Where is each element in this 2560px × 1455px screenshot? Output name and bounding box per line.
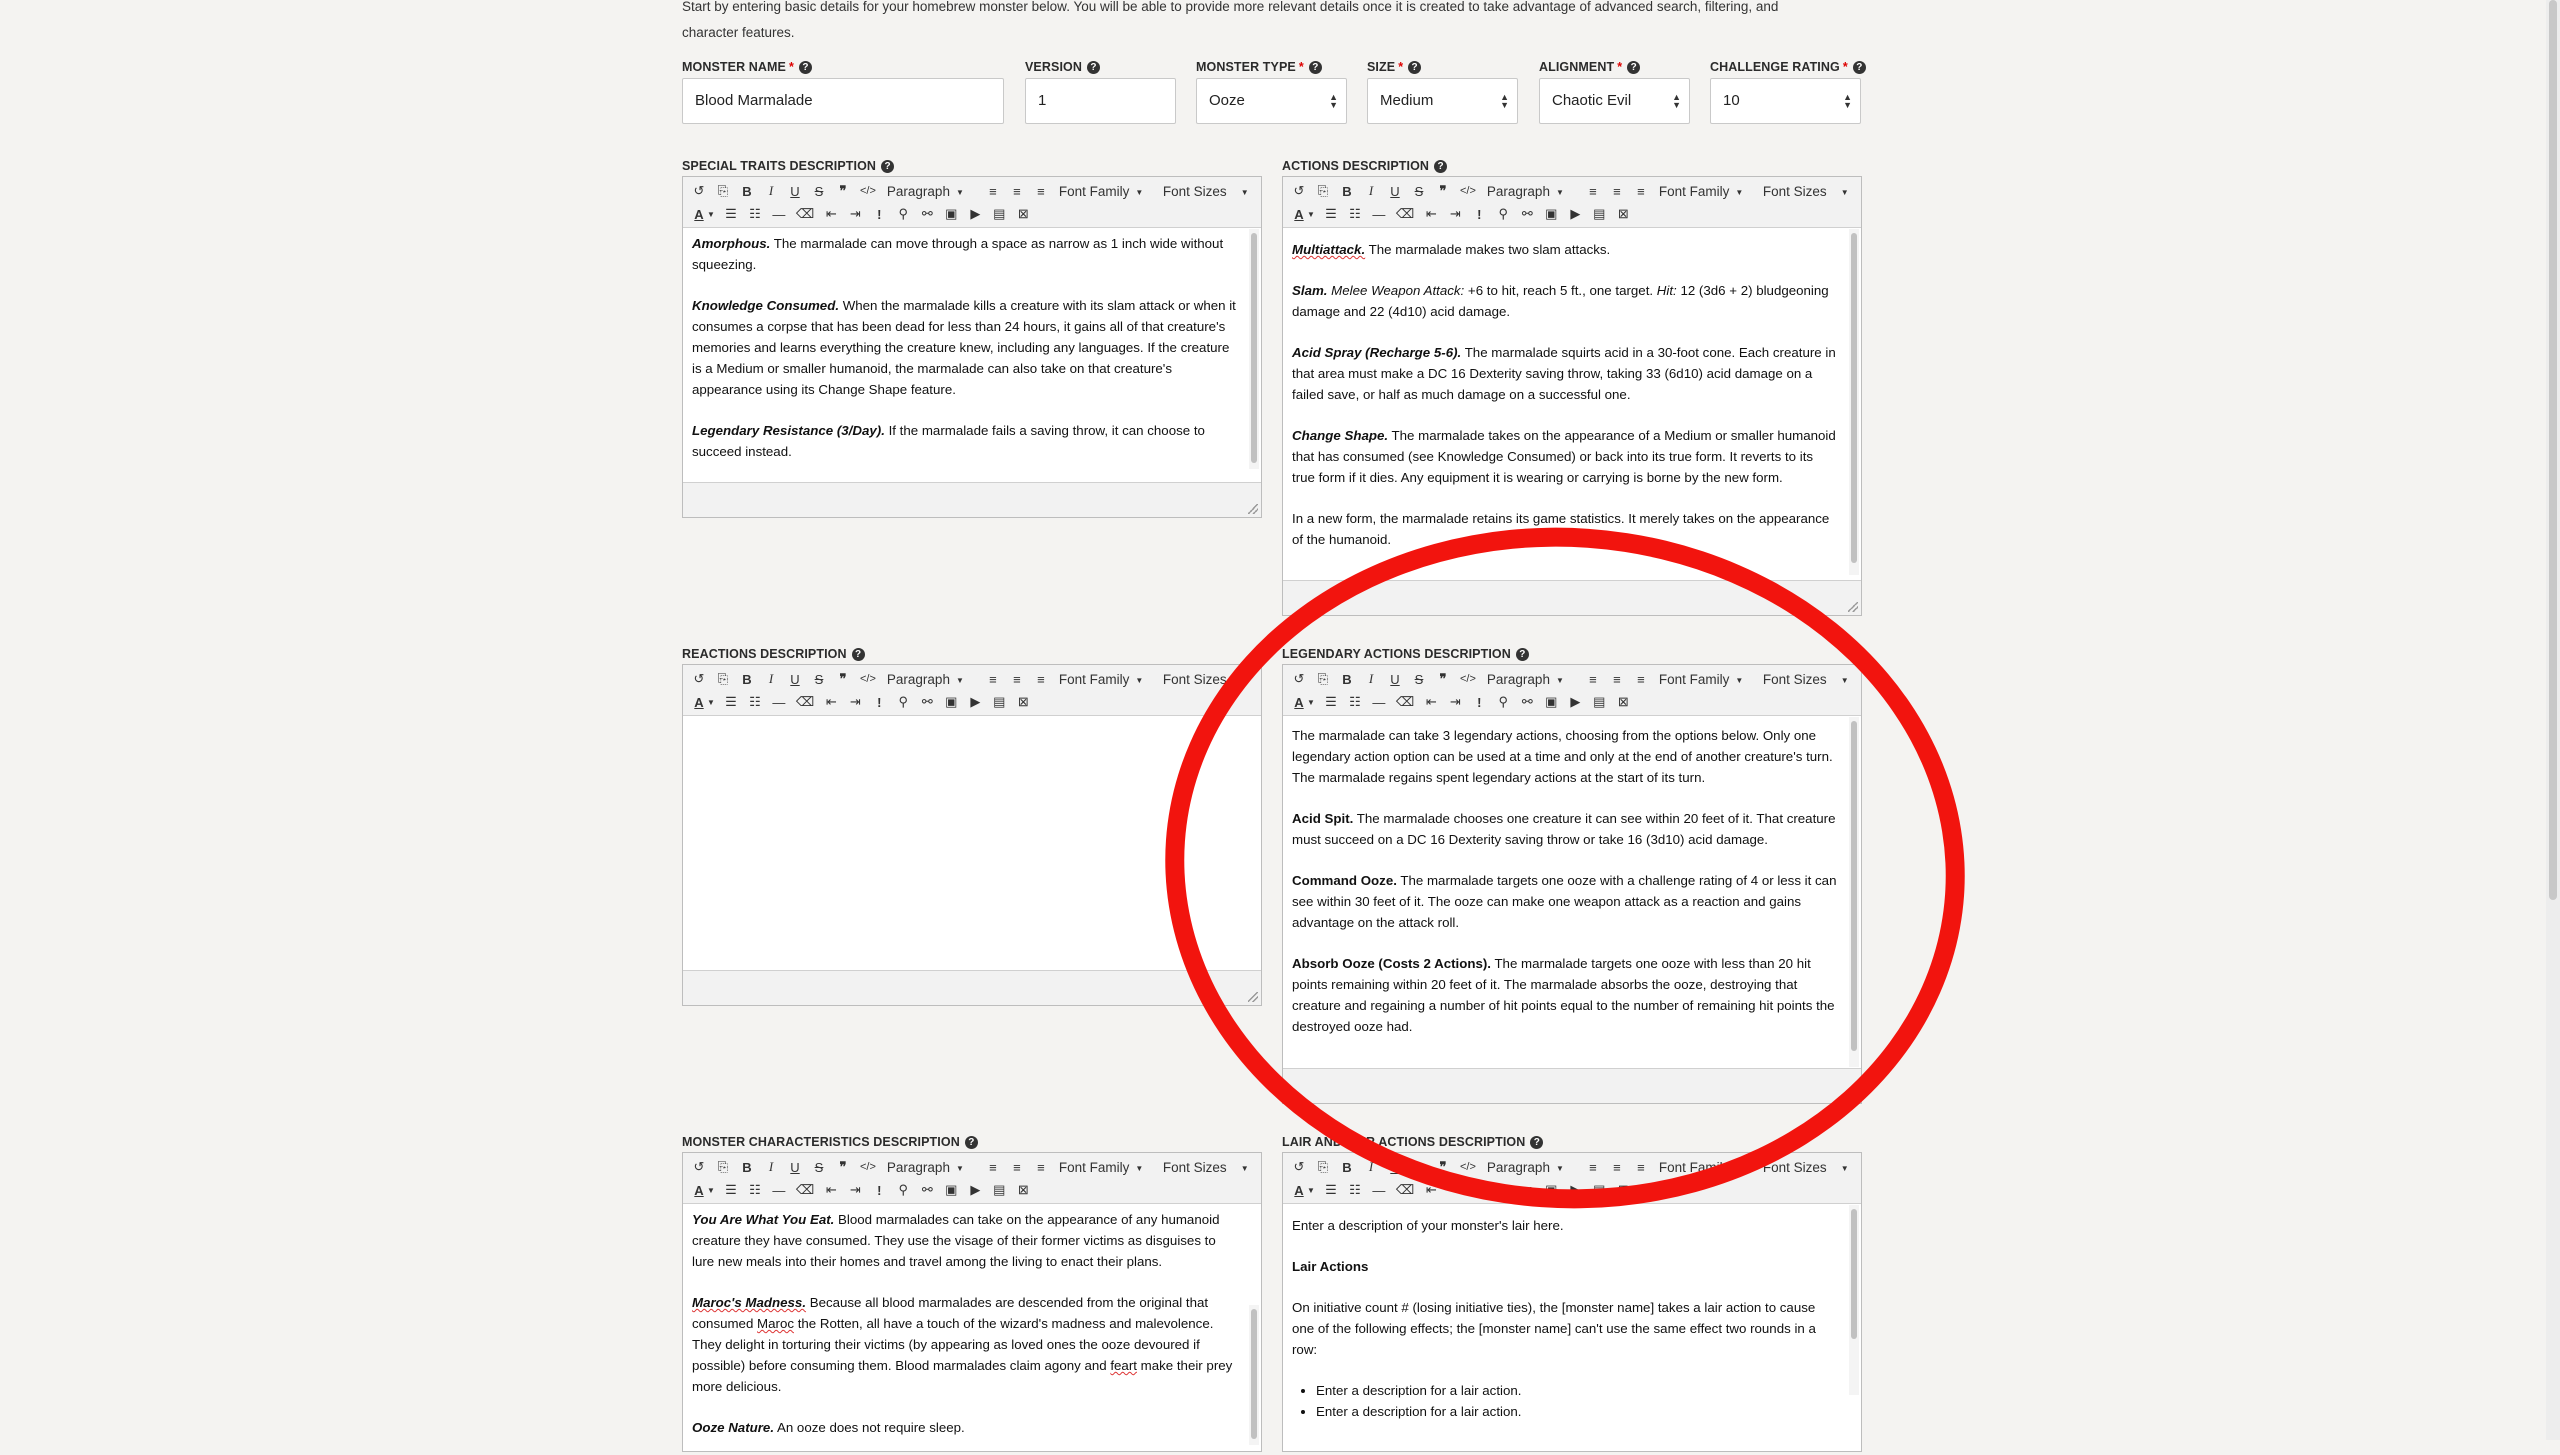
list-item: • Enter a description for a lair action. [1316,1401,1839,1422]
size-label: SIZE * ? [1367,60,1421,74]
align-center-icon[interactable]: ≡ [1013,671,1021,687]
font-sizes-dropdown[interactable]: Font Sizes ▼ [1162,671,1249,687]
bold-button[interactable]: B [742,183,752,199]
editor-toolbar [1283,665,1861,716]
underline-button[interactable]: U [790,671,800,687]
link-icon[interactable]: ⚲ [1498,206,1509,221]
link-icon[interactable]: ⚲ [898,1182,909,1197]
align-center-icon[interactable]: ≡ [1613,1159,1621,1175]
font-family-dropdown[interactable]: Font Family ▼ [1058,671,1144,687]
align-center-icon[interactable]: ≡ [1013,183,1021,199]
chevron-down-icon: ▼ [1307,209,1315,219]
text-color-icon[interactable]: A [1294,206,1304,222]
link-icon[interactable]: ⚲ [898,206,909,221]
editor-statusbar [1283,1068,1861,1103]
numbered-list-icon[interactable]: ☷ [1349,206,1361,221]
strikethrough-button[interactable]: S [814,671,824,687]
horizontal-rule-icon[interactable]: — [772,206,786,222]
bullet-list-icon[interactable]: ☰ [725,694,737,709]
align-left-icon[interactable]: ≡ [1589,671,1597,687]
special-char-icon[interactable]: ! [1477,206,1482,222]
chevron-down-icon: ▼ [1135,1163,1144,1173]
special-traits-editor [682,176,1262,518]
page-scrollbar[interactable] [2546,0,2560,1440]
quote-icon[interactable]: ❞ [839,671,847,686]
outdent-icon[interactable]: ⇤ [825,1182,837,1197]
strikethrough-button[interactable]: S [1414,671,1424,687]
copy-icon[interactable]: ⎘ [1317,671,1329,686]
italic-button[interactable]: I [768,671,774,686]
font-family-dropdown[interactable]: Font Family ▼ [1058,1159,1144,1175]
bullet-list-icon[interactable]: ☰ [725,206,737,221]
select-caret-icon: ▲ ▼ [1843,92,1852,110]
underline-button[interactable]: U [1390,183,1400,199]
align-right-icon[interactable]: ≡ [1037,183,1045,199]
help-icon[interactable]: ? [1516,648,1529,661]
paragraph-dropdown[interactable]: Paragraph ▼ [886,183,964,199]
eraser-icon[interactable]: ⌫ [1395,694,1415,709]
actions-editor [1282,176,1862,616]
undo-icon[interactable]: ↺ [1293,183,1305,198]
video-icon[interactable]: ▶ [970,206,981,221]
bold-button[interactable]: B [1342,671,1352,687]
font-sizes-dropdown[interactable]: Font Sizes ▼ [1762,1159,1849,1175]
copy-icon[interactable]: ⎘ [717,1159,729,1174]
editor-scrollbar[interactable] [1249,1305,1259,1445]
lair-editor [1282,1152,1862,1452]
eraser-icon[interactable]: ⌫ [795,694,815,709]
monster-name-input[interactable]: Blood Marmalade [682,78,1004,124]
indent-icon[interactable]: ⇥ [849,1182,861,1197]
intro-line-1: Start by entering basic details for your homebrew monster below. You will be able to provide more relevant details once it is created to take advantage of advanced search, filtering, and [682,0,1779,14]
bold-button[interactable]: B [742,671,752,687]
chevron-down-icon: ▼ [1840,187,1849,197]
special-traits-content[interactable]: Amorphous. The marmalade can move through a space as narrow as 1 inch wide without squeezing. Knowledge Consumed. When the marmalade kills a creature with its slam attack or when it consumes a corpse that has been dead for less than 24 hours, it gains all of that creature's memories and learns everything the creature knew, including any languages. If the creature is a Medium or smaller humanoid, the marmalade can also take on that creature's appearance using its Change Shape feature. Legendary Resistance (3/Day). If the marmalade fails a saving throw, it can choose to succeed instead. [692,236,1236,459]
font-family-dropdown[interactable]: Font Family ▼ [1058,183,1144,199]
document-icon[interactable]: ▤ [1593,1182,1606,1197]
undo-icon[interactable]: ↺ [1293,671,1305,686]
align-right-icon[interactable]: ≡ [1637,1159,1645,1175]
outdent-icon[interactable]: ⇤ [825,694,837,709]
bold-button[interactable]: B [1342,183,1352,199]
table-icon[interactable]: ⊠ [1617,694,1629,709]
quote-icon[interactable]: ❞ [1439,671,1447,686]
bullet-list-icon[interactable]: ☰ [1325,694,1337,709]
text-color-icon[interactable]: A [694,1182,704,1198]
editor-toolbar [683,1153,1261,1204]
actions-content[interactable]: Multiattack. The marmalade makes two slam attacks. Slam. Melee Weapon Attack: +6 to hit, reach 5 ft., one target. Hit: 12 (3d6 + 2) bludgeoning damage and 22 (4d10) acid damage. Acid Spray (Recharge 5-6). The marmalade squirts acid in a 30-foot cone. Each creature in that area must make a DC 16 Dexterity saving throw, taking 33 (6d10) acid damage on a failed save, or half as much damage on a successful one. Change Shape. The marmalade takes on the appearance of a Medium or smaller humanoid that has consumed (see Knowledge Consumed) or back into its true form. It reverts to its true form if it dies. Any equipment it is wearing or carrying is borne by the new form. In a new form, the marmalade retains its game statistics. It merely takes on the appearance of the humanoid. [1292,242,1836,547]
text-color-icon[interactable]: A [694,206,704,222]
indent-icon[interactable]: ⇥ [1449,694,1461,709]
align-right-icon[interactable]: ≡ [1037,671,1045,687]
image-icon[interactable]: ▣ [1545,206,1558,221]
align-center-icon[interactable]: ≡ [1613,183,1621,199]
select-caret-icon: ▲ ▼ [1672,92,1681,110]
special-char-icon[interactable]: ! [1477,1182,1482,1198]
numbered-list-icon[interactable]: ☷ [1349,1182,1361,1197]
underline-button[interactable]: U [790,183,800,199]
align-right-icon[interactable]: ≡ [1637,671,1645,687]
undo-icon[interactable]: ↺ [693,671,705,686]
lair-content[interactable]: Enter a description of your monster's lair here. Lair Actions On initiative count # (losing initiative ties), the [monster name] takes a lair action to cause one of the following effects; the [monster name] can't use the same effect two rounds in a row: • Enter a description for a lair action. • Enter a description for a lair action. [1283,1209,1861,1455]
underline-button[interactable]: U [1390,671,1400,687]
paragraph-dropdown[interactable]: Paragraph ▼ [886,1159,964,1175]
copy-icon[interactable]: ⎘ [1317,183,1329,198]
help-icon[interactable]: ? [1087,61,1100,74]
special-char-icon[interactable]: ! [1477,694,1482,710]
help-icon[interactable]: ? [1309,61,1322,74]
help-icon[interactable]: ? [881,160,894,173]
characteristics-content[interactable]: You Are What You Eat. Blood marmalades can take on the appearance of any humanoid creature they have consumed. They use the visage of their former victims as disguises to lure new meals into their homes and travel among the living to enact their plans. Maroc's Madness. Because all blood marmalades are descended from the original that consumed Maroc the Rotten, all have a touch of the wizard's madness and malevolence. They delight in torturing their victims (by appearing as loved ones the ooze devoured if possible) before consuming them. Blood marmalades claim agony and feart make their prey more delicious. Ooze Nature. An ooze does not require sleep. [692,1212,1233,1435]
table-icon[interactable]: ⊠ [1617,1182,1629,1197]
editor-toolbar [683,665,1261,716]
editor-toolbar [683,177,1261,228]
video-icon[interactable]: ▶ [970,694,981,709]
italic-button[interactable]: I [1368,671,1374,686]
font-sizes-dropdown[interactable]: Font Sizes ▼ [1162,183,1249,199]
indent-icon[interactable]: ⇥ [849,694,861,709]
undo-icon[interactable]: ↺ [1293,1159,1305,1174]
help-icon[interactable]: ? [1408,61,1421,74]
table-icon[interactable]: ⊠ [1017,1182,1029,1197]
bullet-list-icon[interactable]: ☰ [1325,206,1337,221]
characteristics-editor [682,1152,1262,1452]
align-center-icon[interactable]: ≡ [1613,671,1621,687]
bullet-list-icon[interactable]: ☰ [725,1182,737,1197]
align-left-icon[interactable]: ≡ [989,671,997,687]
chevron-down-icon: ▼ [955,1163,964,1173]
font-family-dropdown[interactable]: Font Family ▼ [1658,1159,1744,1175]
editor-statusbar [683,970,1261,1005]
eraser-icon[interactable]: ⌫ [1395,1182,1415,1197]
resize-handle-icon[interactable] [1248,504,1258,514]
horizontal-rule-icon[interactable]: — [1372,206,1386,222]
select-caret-icon: ▲ ▼ [1329,92,1338,110]
image-icon[interactable]: ▣ [945,206,958,221]
code-icon[interactable]: </> [1460,1161,1476,1173]
legendary-actions-content[interactable]: The marmalade can take 3 legendary actions, choosing from the options below. Only one legendary action option can be used at a time and only at the end of another creature's turn. The marmalade regains spent legendary actions at the start of its turn. Acid Spit. The marmalade chooses one creature it can see within 20 feet of it. That creature must succeed on a DC 16 Dexterity saving throw or take 16 (3d10) acid damage. Command Ooze. The marmalade targets one ooze with a challenge rating of 4 or less it can see within 30 feet of it. The ooze can make one weapon attack as a reaction and gains advantage on the attack roll. Absorb Ooze (Costs 2 Actions). The marmalade targets one ooze with less than 20 hit points remaining within 20 feet of it. The marmalade absorbs the ooze, destroying that creature and regaining a number of hit points equal to the number of remaining hit points the destroyed ooze had. [1292,728,1837,1034]
document-icon[interactable]: ▤ [1593,694,1606,709]
editor-scrollbar[interactable] [1849,717,1859,1067]
bold-button[interactable]: B [742,1159,752,1175]
copy-icon[interactable]: ⎘ [717,671,729,686]
editor-scrollbar[interactable] [1849,229,1859,575]
chevron-down-icon: ▼ [1840,675,1849,685]
quote-icon[interactable]: ❞ [839,1159,847,1174]
horizontal-rule-icon[interactable]: — [772,1182,786,1198]
code-icon[interactable]: </> [1460,673,1476,685]
strikethrough-button[interactable]: S [814,183,824,199]
help-icon[interactable]: ? [1434,160,1447,173]
code-icon[interactable]: </> [860,1161,876,1173]
font-family-dropdown[interactable]: Font Family ▼ [1658,183,1744,199]
chevron-down-icon: ▼ [707,1185,715,1195]
chevron-down-icon: ▼ [955,187,964,197]
code-icon[interactable]: </> [860,673,876,685]
chevron-down-icon: ▼ [1307,697,1315,707]
align-center-icon[interactable]: ≡ [1013,1159,1021,1175]
reactions-label: REACTIONS DESCRIPTION ? [682,647,865,661]
italic-button[interactable]: I [768,1159,774,1174]
special-char-icon[interactable]: ! [877,694,882,710]
eraser-icon[interactable]: ⌫ [795,206,815,221]
editor-scrollbar[interactable] [1249,229,1259,469]
help-icon[interactable]: ? [1627,61,1640,74]
align-left-icon[interactable]: ≡ [1589,183,1597,199]
video-icon[interactable]: ▶ [1570,694,1581,709]
alignment-label: ALIGNMENT * ? [1539,60,1640,74]
horizontal-rule-icon[interactable]: — [1372,694,1386,710]
video-icon[interactable]: ▶ [1570,1182,1581,1197]
legendary-actions-editor [1282,664,1862,1104]
undo-icon[interactable]: ↺ [693,183,705,198]
resize-handle-icon[interactable] [1848,1090,1858,1100]
font-sizes-dropdown[interactable]: Font Sizes ▼ [1762,671,1849,687]
list-item: • Enter a description for a lair action. [1316,1380,1839,1401]
align-right-icon[interactable]: ≡ [1037,1159,1045,1175]
numbered-list-icon[interactable]: ☷ [749,694,761,709]
chevron-down-icon: ▼ [955,675,964,685]
horizontal-rule-icon[interactable]: — [1372,1182,1386,1198]
align-left-icon[interactable]: ≡ [989,183,997,199]
unlink-icon[interactable]: ⚯ [921,694,933,709]
monster-type-select[interactable]: Ooze ▲ ▼ [1196,78,1347,124]
code-icon[interactable]: </> [1460,185,1476,197]
bold-button[interactable]: B [1342,1159,1352,1175]
intro-line-2: character features. [682,25,795,40]
select-caret-icon: ▲ ▼ [1500,92,1509,110]
image-icon[interactable]: ▣ [1545,694,1558,709]
alignment-select[interactable]: Chaotic Evil ▲ ▼ [1539,78,1690,124]
font-sizes-dropdown[interactable]: Font Sizes ▼ [1762,183,1849,199]
paragraph-dropdown[interactable]: Paragraph ▼ [1486,1159,1564,1175]
video-icon[interactable]: ▶ [1570,206,1581,221]
italic-button[interactable]: I [1368,183,1374,198]
reactions-content[interactable] [683,715,1261,961]
numbered-list-icon[interactable]: ☷ [749,1182,761,1197]
unlink-icon[interactable]: ⚯ [1521,206,1533,221]
chevron-down-icon: ▼ [1840,1163,1849,1173]
eraser-icon[interactable]: ⌫ [1395,206,1415,221]
quote-icon[interactable]: ❞ [1439,183,1447,198]
intro-text [682,0,1862,46]
resize-handle-icon[interactable] [1248,992,1258,1002]
code-icon[interactable]: </> [860,185,876,197]
quote-icon[interactable]: ❞ [1439,1159,1447,1174]
strikethrough-button[interactable]: S [814,1159,824,1175]
monster-type-label: MONSTER TYPE * ? [1196,60,1322,74]
actions-label: ACTIONS DESCRIPTION ? [1282,159,1447,173]
align-left-icon[interactable]: ≡ [1589,1159,1597,1175]
document-icon[interactable]: ▤ [1593,206,1606,221]
indent-icon[interactable]: ⇥ [1449,206,1461,221]
underline-button[interactable]: U [1390,1159,1400,1175]
help-icon[interactable]: ? [1530,1136,1543,1149]
reactions-editor [682,664,1262,1006]
table-icon[interactable]: ⊠ [1017,694,1029,709]
version-input[interactable]: 1 [1025,78,1176,124]
outdent-icon[interactable]: ⇤ [1425,694,1437,709]
horizontal-rule-icon[interactable]: — [772,694,786,710]
copy-icon[interactable]: ⎘ [1317,1159,1329,1174]
chevron-down-icon: ▼ [1555,187,1564,197]
table-icon[interactable]: ⊠ [1017,206,1029,221]
outdent-icon[interactable]: ⇤ [1425,1182,1437,1197]
document-icon[interactable]: ▤ [993,694,1006,709]
chevron-down-icon: ▼ [1555,1163,1564,1173]
numbered-list-icon[interactable]: ☷ [1349,694,1361,709]
unlink-icon[interactable]: ⚯ [921,1182,933,1197]
version-label: VERSION ? [1025,60,1100,74]
link-icon[interactable]: ⚲ [1498,694,1509,709]
quote-icon[interactable]: ❞ [839,183,847,198]
text-color-icon[interactable]: A [1294,694,1304,710]
chevron-down-icon: ▼ [1135,187,1144,197]
outdent-icon[interactable]: ⇤ [1425,206,1437,221]
image-icon[interactable]: ▣ [945,1182,958,1197]
unlink-icon[interactable]: ⚯ [1521,1182,1533,1197]
undo-icon[interactable]: ↺ [693,1159,705,1174]
underline-button[interactable]: U [790,1159,800,1175]
text-color-icon[interactable]: A [1294,1182,1304,1198]
outdent-icon[interactable]: ⇤ [825,206,837,221]
resize-handle-icon[interactable] [1848,602,1858,612]
chevron-down-icon: ▼ [1735,675,1744,685]
copy-icon[interactable]: ⎘ [717,183,729,198]
chevron-down-icon: ▼ [1555,675,1564,685]
help-icon[interactable]: ? [852,648,865,661]
challenge-rating-label: CHALLENGE RATING * ? [1710,60,1866,74]
chevron-down-icon: ▼ [707,697,715,707]
align-right-icon[interactable]: ≡ [1637,183,1645,199]
align-left-icon[interactable]: ≡ [989,1159,997,1175]
lair-label: LAIR AND LAIR ACTIONS DESCRIPTION ? [1282,1135,1543,1149]
paragraph-dropdown[interactable]: Paragraph ▼ [1486,183,1564,199]
editor-statusbar [683,482,1261,517]
unlink-icon[interactable]: ⚯ [1521,694,1533,709]
legendary-actions-label: LEGENDARY ACTIONS DESCRIPTION ? [1282,647,1529,661]
document-icon[interactable]: ▤ [993,1182,1006,1197]
indent-icon[interactable]: ⇥ [849,206,861,221]
chevron-down-icon: ▼ [1735,187,1744,197]
special-char-icon[interactable]: ! [877,1182,882,1198]
bullet-list-icon[interactable]: ☰ [1325,1182,1337,1197]
help-icon[interactable]: ? [799,61,812,74]
chevron-down-icon: ▼ [1240,187,1249,197]
chevron-down-icon: ▼ [1735,1163,1744,1173]
image-icon[interactable]: ▣ [1545,1182,1558,1197]
help-icon[interactable]: ? [1853,61,1866,74]
chevron-down-icon: ▼ [1307,1185,1315,1195]
special-traits-label: SPECIAL TRAITS DESCRIPTION ? [682,159,894,173]
table-icon[interactable]: ⊠ [1617,206,1629,221]
unlink-icon[interactable]: ⚯ [921,206,933,221]
size-select[interactable]: Medium ▲ ▼ [1367,78,1518,124]
eraser-icon[interactable]: ⌫ [795,1182,815,1197]
challenge-rating-select[interactable]: 10 ▲ ▼ [1710,78,1861,124]
video-icon[interactable]: ▶ [970,1182,981,1197]
editor-toolbar [1283,177,1861,228]
chevron-down-icon: ▼ [1135,675,1144,685]
monster-name-label: MONSTER NAME * ? [682,60,812,74]
page-scrollbar-thumb[interactable] [2549,0,2557,900]
paragraph-dropdown[interactable]: Paragraph ▼ [886,671,964,687]
chevron-down-icon: ▼ [1240,1163,1249,1173]
strikethrough-button[interactable]: S [1414,1159,1424,1175]
font-sizes-dropdown[interactable]: Font Sizes ▼ [1162,1159,1249,1175]
strikethrough-button[interactable]: S [1414,183,1424,199]
paragraph-dropdown[interactable]: Paragraph ▼ [1486,671,1564,687]
special-char-icon[interactable]: ! [877,206,882,222]
font-family-dropdown[interactable]: Font Family ▼ [1658,671,1744,687]
chevron-down-icon: ▼ [707,209,715,219]
link-icon[interactable]: ⚲ [898,694,909,709]
document-icon[interactable]: ▤ [993,206,1006,221]
image-icon[interactable]: ▣ [945,694,958,709]
link-icon[interactable]: ⚲ [1498,1182,1509,1197]
italic-button[interactable]: I [768,183,774,198]
text-color-icon[interactable]: A [694,694,704,710]
editor-toolbar [1283,1153,1861,1204]
indent-icon[interactable]: ⇥ [1449,1182,1461,1197]
numbered-list-icon[interactable]: ☷ [749,206,761,221]
editor-scrollbar[interactable] [1849,1205,1859,1395]
characteristics-label: MONSTER CHARACTERISTICS DESCRIPTION ? [682,1135,978,1149]
chevron-down-icon: ▼ [1240,675,1249,685]
help-icon[interactable]: ? [965,1136,978,1149]
editor-statusbar [1283,580,1861,615]
italic-button[interactable]: I [1368,1159,1374,1174]
